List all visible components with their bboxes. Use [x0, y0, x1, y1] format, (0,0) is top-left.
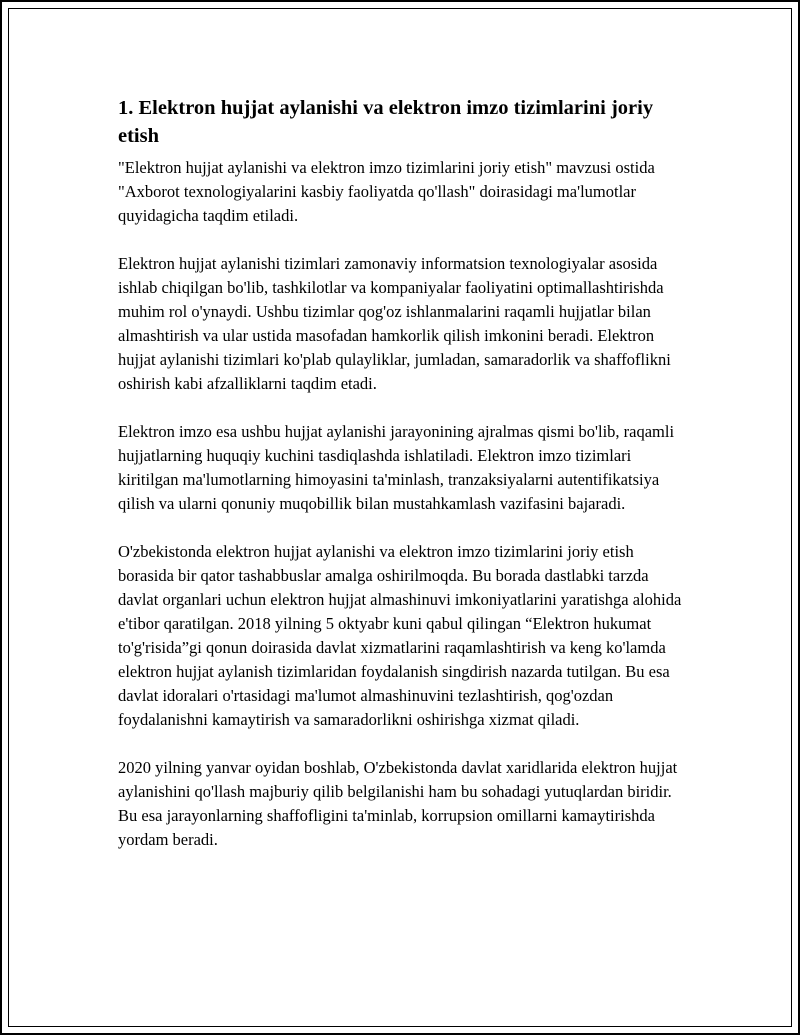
- document-title: 1. Elektron hujjat aylanishi va elektron imzo tizimlarini joriy etish: [118, 97, 654, 147]
- document-body: [118, 94, 688, 876]
- paragraph-public-procurement: 2020 yilning yanvar oyidan boshlab, O'zbekistonda davlat xaridlarida elektron hujjat aylanishini qo'llash majburiy qilib belgilanishi ham bu sohadagi yutuqlardan biridir. Bu esa jarayonlarning shaffofligini ta'minlab, korrupsion omillarni kamaytirishda yordam beradi.: [118, 758, 678, 849]
- paragraph-document-flow: Elektron hujjat aylanishi tizimlari zamonaviy informatsion texnologiyalar asosida ishlab chiqilgan bo'lib, tashkilotlar va kompaniyalar faoliyatini optimallashtirishda muhim rol o'ynaydi. Ushbu tizimlar qog'oz ishlanmalarini raqamli hujjatlar bilan almashtirish va ular ustida masofadan hamkorlik qilish imkonini beradi. Elektron hujjat aylanishi tizimlari ko'plab qulayliklar, jumladan, samaradorlik va shaffoflikni oshirish kabi afzalliklarni taqdim etadi.: [118, 254, 671, 393]
- paragraph-uzbekistan-initiatives: O'zbekistonda elektron hujjat aylanishi va elektron imzo tizimlarini joriy etish borasida bir qator tashabbuslar amalga oshirilmoqda. Bu borada dastlabki tarzda davlat organlari uchun elektron hujjat almashinuvi imkoniyatlarini yaratishga alohida e'tibor qaratilgan. 2018 yilning 5 oktyabr kuni qabul qilingan “Elektron hukumat to'g'risida”gi qonun doirasida davlat xizmatlarini raqamlashtirish va keng ko'lamda elektron hujjat aylanish tizimlaridan foydalanish singdirish nazarda tutilgan. Bu esa davlat idoralari o'rtasidagi ma'lumot almashinuvini tezlashtirish, qog'ozdan foydalanishni kamaytirish va samaradorlikni oshirishga xizmat qiladi.: [118, 542, 682, 729]
- paragraph-electronic-signature: Elektron imzo esa ushbu hujjat aylanishi jarayonining ajralmas qismi bo'lib, raqamli hujjatlarning huquqiy kuchini tasdiqlashda ishlatiladi. Elektron imzo tizimlari kiritilgan ma'lumotlarning himoyasini ta'minlash, tranzaksiyalarni autentifikatsiya qilish va ularni qonuniy muqobillik bilan mustahkamlash vazifasini bajaradi.: [118, 422, 675, 513]
- paragraph-intro: "Elektron hujjat aylanishi va elektron imzo tizimlarini joriy etish" mavzusi ostida "Axborot texnologiyalarini kasbiy faoliyatda qo'llash" doirasidagi ma'lumotlar quyidagicha taqdim etiladi.: [118, 158, 655, 225]
